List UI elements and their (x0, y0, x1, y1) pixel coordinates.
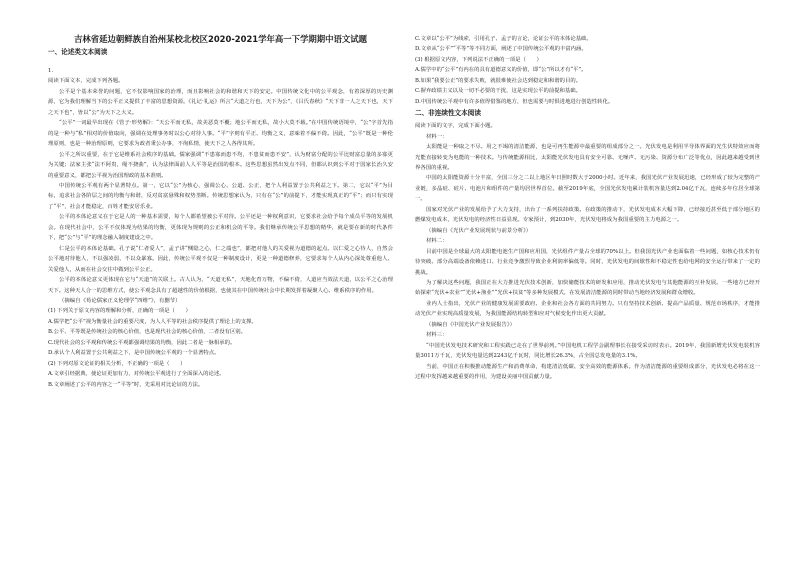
material-paragraph: 目前中国是全球最大的太阳能电池生产国和应用国，光伏组件产量占全球的70%以上。但我国光伏产业也面临着一些问题，如核心技术仍有待突破、部分高端设备依赖进口、行业竞争激烈导致企业利润率偏低等。同时，光伏发电的间歇性和不稳定性也给电网的安全运行带来了一定的挑战。 (415, 248, 760, 276)
right-column (415, 34, 760, 562)
page-title: 吉林省延边朝鲜族自治州某校北校区2020-2021学年高一下学期期中语文试题 (74, 34, 367, 44)
section-heading-2: 二、非连续性文本阅读 (415, 109, 481, 118)
option-a: A.文章引经据典，使论证更加有力，对传统公平观进行了全面深入的论述。 (48, 371, 225, 378)
material-paragraph: 太阳能是一种取之不尽、用之不竭的清洁能源，也是可再生能源中最重要的组成部分之一。光伏发电是利用半导体界面的光生伏特效应而将光能直接转变为电能的一种技术。与传统能源相比，太阳能光伏发电具有安全可靠、无噪声、无污染、资源分布广泛等优点，因此越来越受到世界各国的重视。 (415, 144, 760, 171)
instruction: 阅读下面的文字，完成下面小题。 (415, 123, 496, 130)
passage-paragraph: “公平”一词最早出现在《管子·形势解》：“天公平而无私，故美恶莫不覆；地公平而无私，故小大莫不载。”在中国传统语境中，“公”字首先指的是一种与“私”相对的价值取向，强调在处理事务时以公心对待人事。“平”字则有平正、均衡之义，意味着不偏不倚。因此，“公平”既是一种伦理原则，也是一种治理原则，它要求为政者秉公办事，不徇私情，使天下之人各得其所。 (48, 120, 393, 148)
passage-source: （摘编自《荀论儒家正义伦理学“四维”》，有删节） (59, 297, 181, 304)
passage-paragraph: 公平的本体论意义在于它是人的一种基本需要，每个人都希望被公平对待。公平还是一种权利意识，它要求社会给予每个成员平等的发展机会。在现代社会中，公平不仅体现为结果的均衡，更体现为规则的公正和机会的平等。我们继承传统公平思想的精华，就是要在新的时代条件下，把“公”与“平”的理念融入制度建设之中。 (48, 214, 393, 242)
material-source: （摘编自《中国光伏产业发展报告》） (426, 321, 516, 328)
option-d: D.文章从“公平”“平等”等不同方面，阐述了中国传统公平观的丰富内涵。 (415, 46, 587, 53)
passage-paragraph: 仁是公平的本体论基础。孔子说“仁者爱人”，孟子讲“恻隐之心，仁之端也”，都把对他人的关爱视为道德的起点。以仁爱之心待人，自然会公平地对待他人，不以强凌弱，不以众暴寡。因此，传统公平观不仅是一种制度设计，更是一种道德修养，它要求每个人从内心深处尊重他人、关爱他人，从而在社会交往中做到公平公正。 (48, 245, 393, 273)
material-paragraph: “中国光伏发电技术研究和工程实践已走在了世界前列。”中国电机工程学会副理事长在接受采访时表示。2019年，我国新增光伏发电装机容量3011万千瓦，光伏发电量达到2243亿千瓦时，同比增长26.3%，占全国总发电量的3.1%。 (415, 342, 760, 360)
passage-paragraph: 公平的本体论意义更体现在它与“天道”的关联上。古人认为，“天道无私”，天地化育万物，不偏不倚，人道应当效法天道，以公平之心治理天下。这种天人合一的思维方式，使公平观念具有了超越性的价值根据，也使其在中国传统社会中长期发挥着凝聚人心、维系秩序的作用。 (48, 277, 393, 294)
question-stem: (1) 下列关于原文内容的理解和分析，正确的一项是（ ） (48, 308, 191, 315)
material-paragraph: 中国的太阳能资源十分丰富，全国三分之二以上地区年日照时数大于2000小时。近年来，我国光伏产业发展迅速，已经形成了较为完整的产业链，多晶硅、硅片、电池片和组件的产量均居世界首位。截至2019年底，全国光伏发电累计装机容量达到2.04亿千瓦，连续多年位居全球第一。 (415, 175, 760, 203)
section-heading-1: 一、论述类文本阅读 (48, 48, 108, 56)
question-stem: (2) 下列对原文论证的相关分析，不正确的一项是（ ） (48, 360, 186, 367)
option-c: C.摒弃政绩主义以及一切不必要的干扰，这是实现公平的前提和基础。 (415, 88, 581, 95)
material-paragraph: 业内人士指出，光伏产业的健康发展需要政府、企业和社会各方面的共同努力。只有坚持技术创新、提高产品质量、规范市场秩序，才能推动光伏产业实现高质量发展，为我国能源结构转型和应对气候变化作出更大贡献。 (415, 300, 760, 318)
question-stem: (3) 根据原文内容，下列说法不正确的一项是（ ） (415, 56, 542, 63)
option-a: A.儒学中的“公平”有内在的具有道德意义的价值，即“公”所以才有“平”。 (415, 67, 587, 74)
option-a: A.儒学把“公平”视为衡量社会的重要尺度，为人人平等的社会秩序提供了理论上的支撑。 (48, 318, 257, 325)
material-paragraph: 为了解决这些问题，我国正在大力推进光伏技术创新，加快储能技术的研发和应用，推动光伏发电与其他能源的互补发展。一些地方已经开始探索“光伏+农业”“光伏+渔业”“光伏+扶贫”等多种发展模式，在发展清洁能源的同时带动当地经济发展和群众增收。 (415, 279, 760, 297)
left-column (48, 34, 393, 562)
material-label: 材料二： (426, 238, 448, 245)
option-b: B.公平、平等既是传统社会的核心价值，也是现代社会的核心价值，二者没有区别。 (48, 329, 246, 336)
option-d: D.承认个人利益置于公共利益之下，是中国传统公平观的一个显著特点。 (48, 350, 220, 357)
material-label: 材料一： (426, 133, 448, 140)
option-c: C.现代社会的公平观和传统公平观都强调结果的均衡，因此二者是一脉相承的。 (48, 339, 236, 346)
question-number: 1. (48, 68, 54, 74)
passage-paragraph: 中国传统公平观有两个显著特点。第一，它以“公”为核心，强调公心、公道、公正，把个人利益置于公共利益之下。第二，它以“平”为目标，追求社会各阶层之间的均衡与和谐，反对贫富悬殊和权势垄断。传统思想家认为，只有在“公”的前提下，才能实现真正的“平”；而只有实现了“平”，社会才能稳定，百姓才能安居乐业。 (48, 182, 393, 210)
material-paragraph: 当前，中国正在积极推动能源生产和消费革命，构建清洁低碳、安全高效的能源体系。作为清洁能源的重要组成部分，光伏发电必将在这一过程中发挥越来越重要的作用，为建设美丽中国贡献力量。 (415, 363, 760, 381)
option-d: D.中国传统公平观中有许多值得借鉴的地方，但也需要与时俱进地进行创造性转化。 (415, 98, 614, 105)
material-paragraph: 国家对光伏产业的发展给予了大力支持，出台了一系列扶持政策。在政策的推动下，光伏发电成本大幅下降，已经接近甚至低于部分地区的燃煤发电成本，光伏发电的经济性日益显现。专家预计，到2030年，光伏发电将成为我国重要的主力电源之一。 (415, 206, 760, 224)
instruction: 阅读下面文本，完成下列各题。 (48, 78, 124, 85)
passage-paragraph: 公平之所以重要，在于它是维系社会秩序的基础。儒家强调“不患寡而患不均，不患贫而患不安”，认为财富分配的公平比财富总量的多寡更为关键；法家主张“法不阿贵，绳不挠曲”，认为法律面前人人平等是治国的根本。这些思想虽然出发点不同，但都认识到公平对于国家长治久安的重要意义，都把公平视为治国理政的基本准则。 (48, 151, 393, 179)
option-b: B.如果“我要公正”的要求失败，就很难使社会达到稳定和和谐的目的。 (415, 77, 582, 84)
passage-paragraph: 公平是个基本荣誉的问题，它不仅影响国家的治理，而且影响社会的和谐和天下的安定。中国传统文化中的公平观念，有着深厚的历史渊源，它为我们理解当下的公平正义提供了丰富的思想资源。《礼记·礼运》所言“大道之行也，天下为公”，《吕氏春秋》“天下非一人之天下也，天下之天下也”，皆以“公”为天下之大义。 (48, 88, 393, 116)
material-source: （摘编自《光伏产业发展现状与前景分析》） (426, 227, 532, 234)
option-b: B.文章阐述了公平的内容之一“平等”时，先采用对比论证的方法。 (48, 381, 204, 388)
material-label: 材料三： (426, 332, 448, 339)
option-c: C.文章以“公平”为线索，引用孔子、孟子的言论，论证公平的本体论基础。 (415, 36, 592, 42)
